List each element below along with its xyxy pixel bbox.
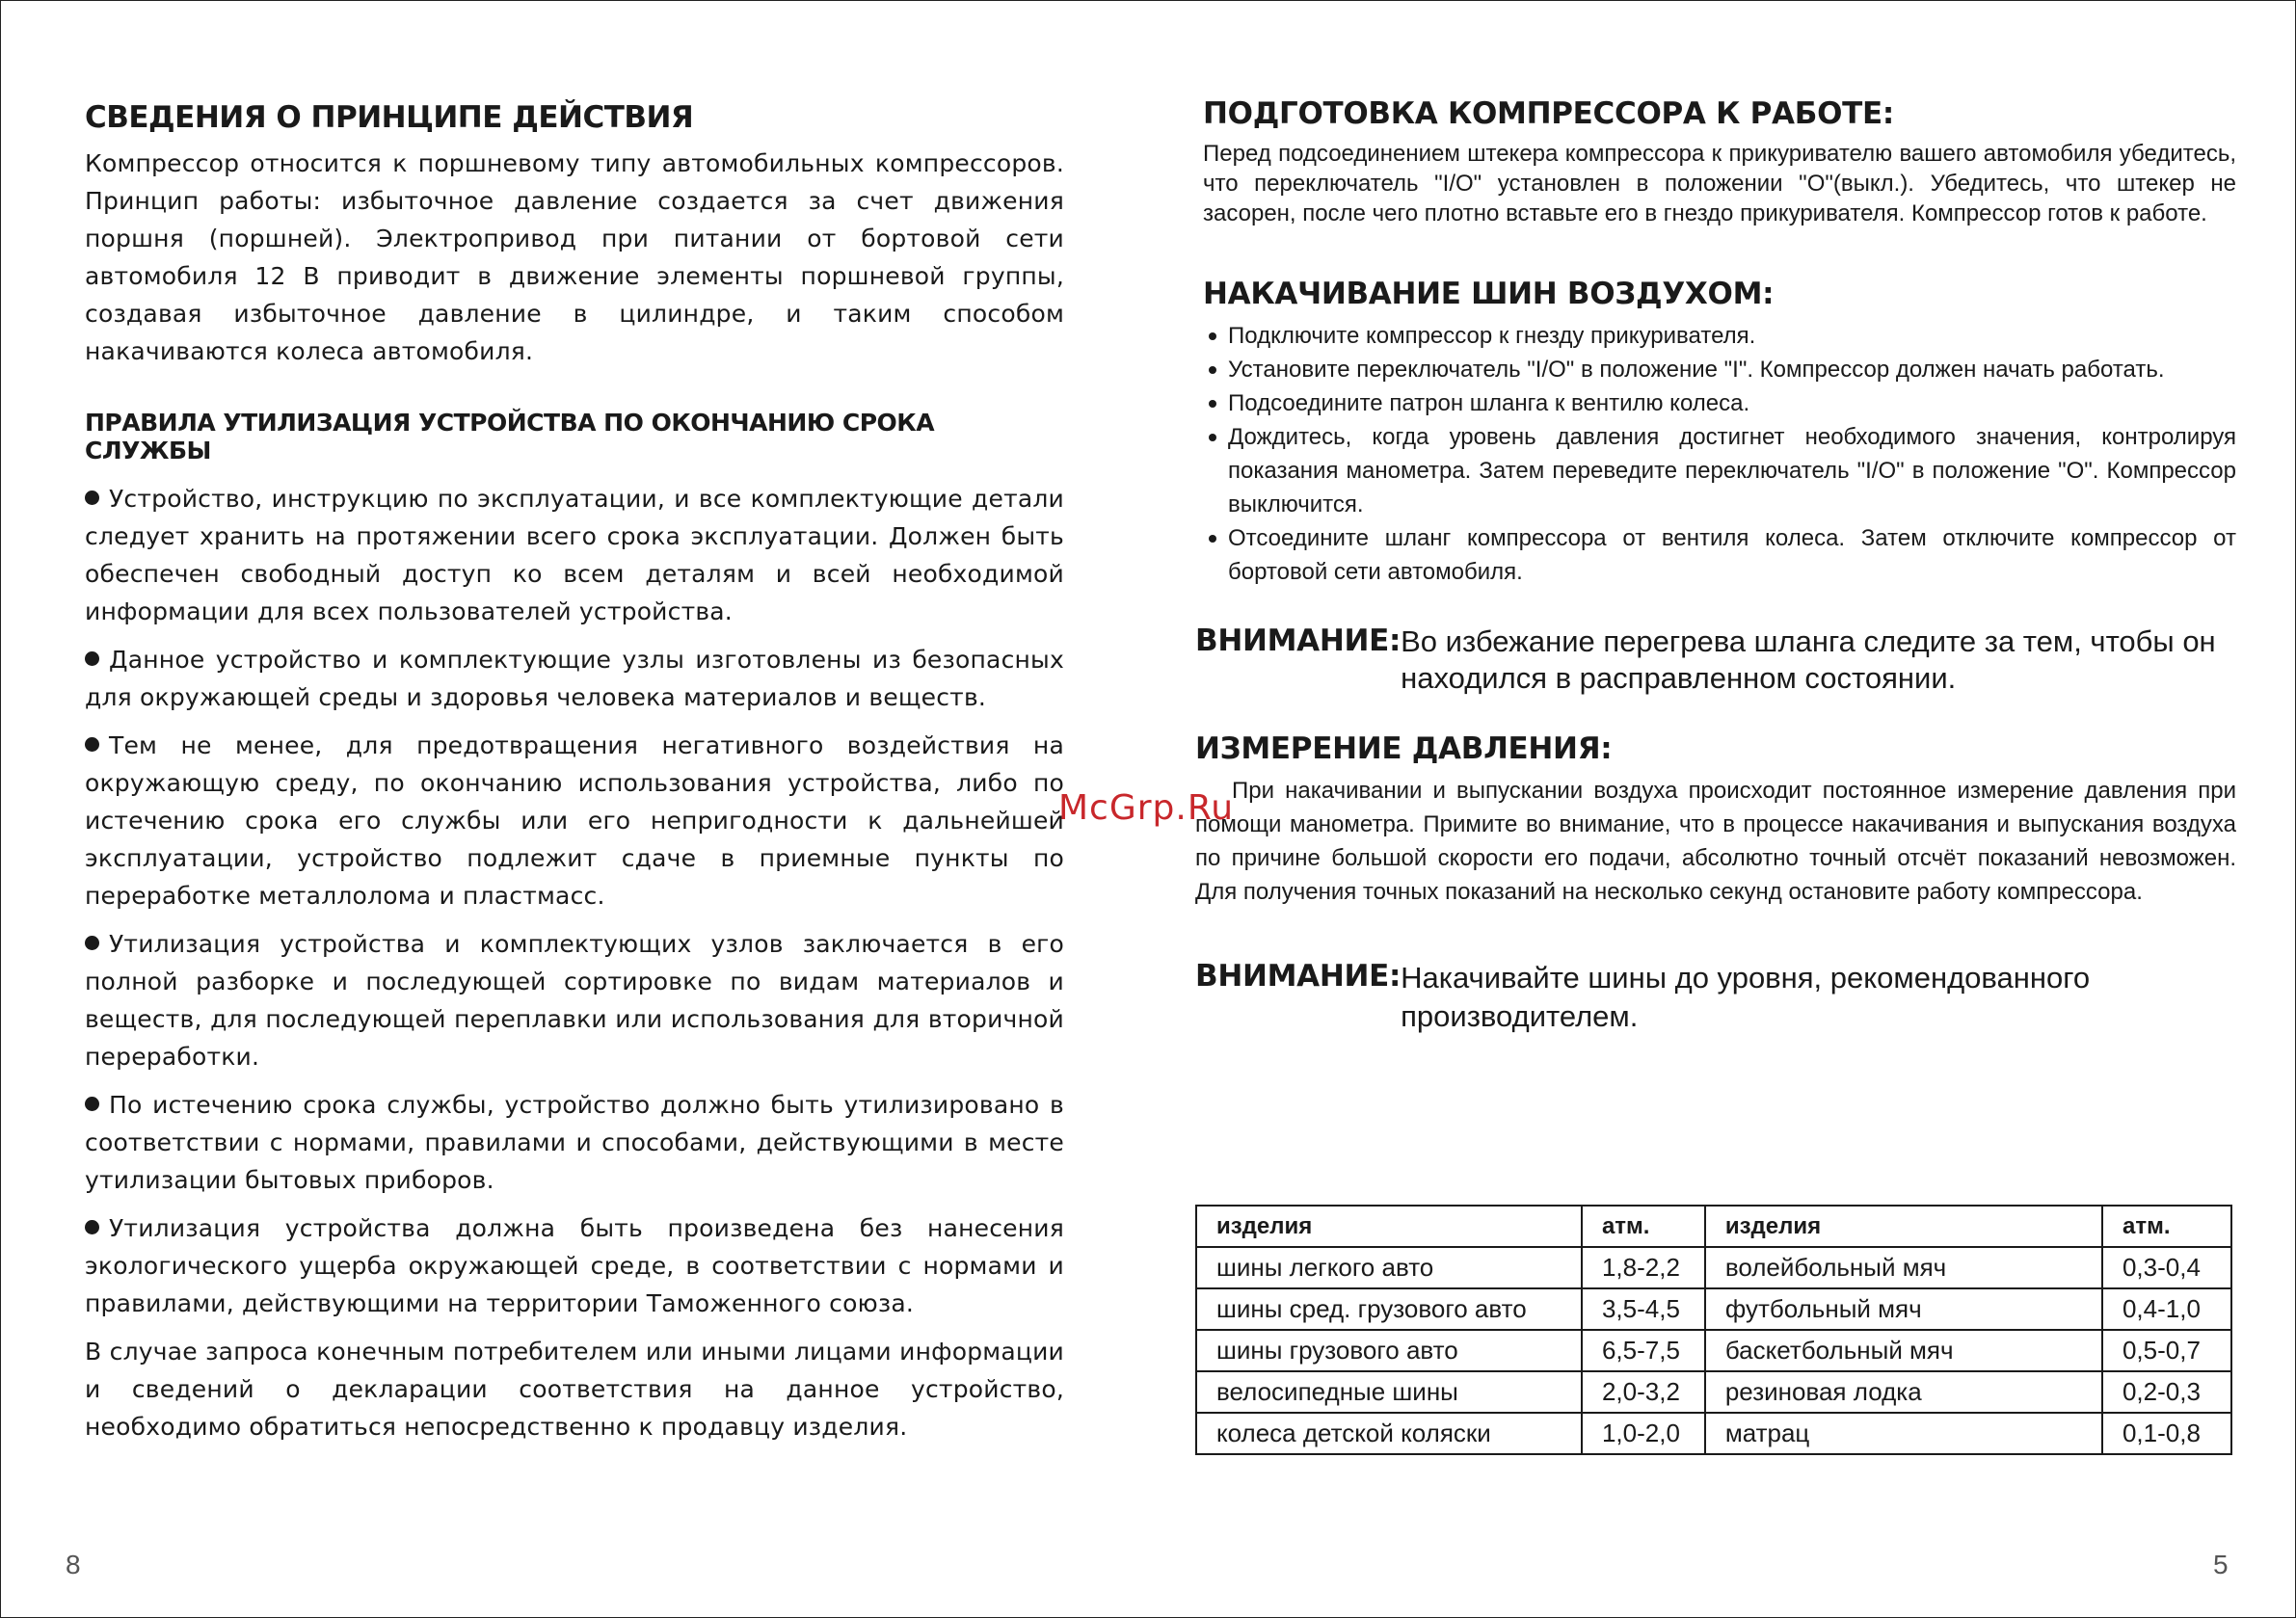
disposal-item: Данное устройство и комплектующие узлы изготовлены из безопасных для окружающей среды и здоровья человека материалов и веществ. bbox=[85, 646, 1064, 711]
table-row bbox=[1196, 1247, 2231, 1288]
bullet-icon bbox=[85, 1220, 99, 1234]
measure-text: При накачивании и выпускании воздуха происходит постоянное измерение давления при помощи манометра. Примите во внимание, что в процессе накачивания и выпускания воздуха по причине большой скорости его подачи, абсолютно точный отсчёт показаний невозможен. Для получения точных показаний на несколько секунд остановите работу компрессора. bbox=[1195, 778, 2236, 905]
page-number-left: 8 bbox=[66, 1550, 81, 1579]
value-cell: 0,3-0,4 bbox=[2102, 1247, 2231, 1288]
value-cell: 0,1-0,8 bbox=[2102, 1413, 2231, 1454]
prep-text: Перед подсоединением штекера компрессора к прикуривателю вашего автомобиля убедитесь, что переключатель "I/O" установлен в положении "O"(выкл.). Убедитесь, что штекер не засорен, после чего плотно вставьте его в гнездо прикуривателя. Компрессор готов к работе. bbox=[1203, 141, 2236, 226]
bullet-icon bbox=[85, 1097, 99, 1111]
bullet-icon bbox=[1209, 535, 1216, 543]
item-cell: футбольный мяч bbox=[1705, 1288, 2102, 1330]
table-row bbox=[1196, 1330, 2231, 1371]
value-cell: 0,4-1,0 bbox=[2102, 1288, 2231, 1330]
inflate-steps bbox=[1207, 319, 2236, 589]
value-cell: 3,5-4,5 bbox=[1582, 1288, 1705, 1330]
step-item: Подключите компрессор к гнезду прикуривателя. bbox=[1207, 319, 2236, 353]
disposal-item: Тем не менее, для предотвращения негативного воздействия на окружающую среду, по окончанию использования устройства, либо по истечению срока его службы или его непригодности к дальнейшей эксплуатации, устройство подлежит сдаче в приемные пункты по переработке металлолома и пластмасс. bbox=[85, 731, 1064, 910]
principle-text: Компрессор относится к поршневому типу автомобильных компрессоров. Принцип работы: избыточное давление создается за счет движения поршня (поршней). Электропривод при питании от бортовой сети автомобиля 12 В приводит в движение элементы поршневой группы, создавая избыточное давление в цилиндре, и таким способом накачиваются колеса автомобиля. bbox=[85, 149, 1064, 365]
closing-text: В случае запроса конечным потребителем или иными лицами информации и сведений о декларации соответствия на данное устройство, необходимо обратиться непосредственно к продавцу изделия. bbox=[85, 1338, 1064, 1441]
step-item: Дождитесь, когда уровень давления достигнет необходимого значения, контролируя показания манометра. Затем переведите переключатель "I/O" в положение "O". Компрессор выключится. bbox=[1207, 420, 2236, 521]
bullet-icon bbox=[1209, 366, 1216, 374]
table-header-row bbox=[1196, 1206, 2231, 1247]
step-item: Отсоедините шланг компрессора от вентиля колеса. Затем отключите компрессор от бортовой сети автомобиля. bbox=[1207, 521, 2236, 589]
page-number-right: 5 bbox=[2213, 1550, 2229, 1579]
disposal-item: Устройство, инструкцию по эксплуатации, и все комплектующие детали следует хранить на протяжении всего срока эксплуатации. Должен быть обеспечен свободный доступ ко всем деталям и всей необходимой информации для всех пользователей устройства. bbox=[85, 485, 1064, 625]
bullet-icon bbox=[85, 491, 99, 505]
table-row bbox=[1196, 1288, 2231, 1330]
warning-label: ВНИМАНИЕ: bbox=[1195, 623, 1402, 658]
item-cell: колеса детской коляски bbox=[1196, 1413, 1582, 1454]
item-cell: шины грузового авто bbox=[1196, 1330, 1582, 1371]
disposal-title: ПРАВИЛА УТИЛИЗАЦИЯ УСТРОЙСТВА ПО ОКОНЧАНИЮ СРОКА СЛУЖБЫ bbox=[85, 409, 935, 464]
table-row bbox=[1196, 1371, 2231, 1413]
step-item: Подсоедините патрон шланга к вентилю колеса. bbox=[1207, 386, 2236, 420]
warning-text: Во избежание перегрева шланга следите за тем, чтобы он находился в расправленном состоянии. bbox=[1401, 624, 2216, 695]
measure-title: ИЗМЕРЕНИЕ ДАВЛЕНИЯ: bbox=[1195, 731, 1613, 766]
col-header: изделия bbox=[1705, 1206, 2102, 1247]
bullet-icon bbox=[85, 651, 99, 666]
bullet-icon bbox=[1209, 332, 1216, 340]
item-cell: баскетбольный мяч bbox=[1705, 1330, 2102, 1371]
col-header: атм. bbox=[1582, 1206, 1705, 1247]
item-cell: матрац bbox=[1705, 1413, 2102, 1454]
item-cell: волейбольный мяч bbox=[1705, 1247, 2102, 1288]
warning-text: Накачивайте шины до уровня, рекомендованного производителем. bbox=[1401, 961, 2091, 1033]
bullet-icon bbox=[1209, 400, 1216, 408]
warning-hose bbox=[1195, 623, 2236, 697]
bullet-icon bbox=[1209, 434, 1216, 441]
bullet-icon bbox=[85, 936, 99, 950]
warning-label: ВНИМАНИЕ: bbox=[1195, 959, 1402, 994]
principle-title: СВЕДЕНИЯ О ПРИНЦИПЕ ДЕЙСТВИЯ bbox=[85, 100, 694, 135]
warning-pressure bbox=[1195, 959, 2236, 1036]
disposal-item: Утилизация устройства и комплектующих узлов заключается в его полной разборке и последующей сортировке по видам материалов и веществ, для последующей переплавки или использования для вторичной переработки. bbox=[85, 930, 1064, 1071]
value-cell: 1,0-2,0 bbox=[1582, 1413, 1705, 1454]
value-cell: 0,5-0,7 bbox=[2102, 1330, 2231, 1371]
item-cell: шины легкого авто bbox=[1196, 1247, 1582, 1288]
value-cell: 0,2-0,3 bbox=[2102, 1371, 2231, 1413]
right-page bbox=[1195, 96, 2236, 1036]
value-cell: 2,0-3,2 bbox=[1582, 1371, 1705, 1413]
value-cell: 6,5-7,5 bbox=[1582, 1330, 1705, 1371]
table-row bbox=[1196, 1413, 2231, 1454]
watermark: McGrp.Ru bbox=[1058, 788, 1235, 828]
left-page bbox=[85, 100, 1064, 1446]
pressure-table bbox=[1195, 1205, 2232, 1455]
bullet-icon bbox=[85, 737, 99, 752]
step-item: Установите переключатель "I/O" в положение "I". Компрессор должен начать работать. bbox=[1207, 353, 2236, 386]
col-header: атм. bbox=[2102, 1206, 2231, 1247]
item-cell: велосипедные шины bbox=[1196, 1371, 1582, 1413]
item-cell: резиновая лодка bbox=[1705, 1371, 2102, 1413]
col-header: изделия bbox=[1196, 1206, 1582, 1247]
disposal-item: По истечению срока службы, устройство должно быть утилизировано в соответствии с нормами, правилами и способами, действующими в месте утилизации бытовых приборов. bbox=[85, 1091, 1064, 1194]
inflate-title: НАКАЧИВАНИЕ ШИН ВОЗДУХОМ: bbox=[1203, 277, 1775, 311]
disposal-item: Утилизация устройства должна быть произведена без нанесения экологического ущерба окружающей среде, в соответствии с нормами и правилами, действующими на территории Таможенного союза. bbox=[85, 1214, 1064, 1317]
item-cell: шины сред. грузового авто bbox=[1196, 1288, 1582, 1330]
prep-title: ПОДГОТОВКА КОМПРЕССОРА К РАБОТЕ: bbox=[1203, 96, 1894, 131]
value-cell: 1,8-2,2 bbox=[1582, 1247, 1705, 1288]
